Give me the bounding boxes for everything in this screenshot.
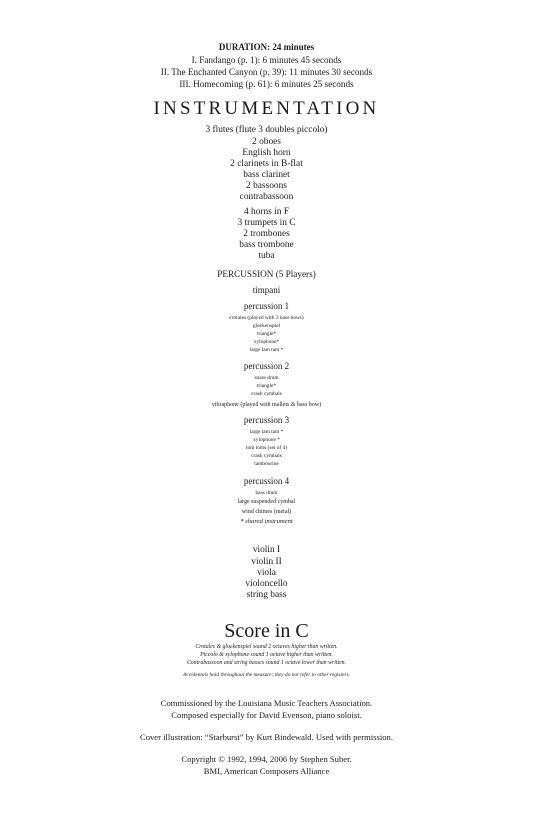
transposition-note: Piccolo & xylophone sound 1 octave higher than written. [200,652,333,658]
shared-instrument-note: * shared instrument [240,518,293,525]
percussion-4-item: bass drum [255,490,278,496]
string-item: violoncello [245,579,288,589]
percussion-1-item: xylophone* [253,339,280,345]
percussion-4-item: wind chimes (metal) [241,509,292,515]
commission-line: Composed especially for David Evenson, piano soloist. [171,710,362,720]
brass-item: 3 trumpets in C [237,218,296,228]
accidentals-note: Accidentals hold throughout the measure; they do not refer to other registers. [183,672,350,678]
percussion-1-item: glockenspiel [252,323,281,329]
copyright-line: BMI, American Composers Alliance [203,766,330,776]
woodwind-item: 2 clarinets in B-flat [230,159,303,169]
percussion-3-item: xylophone * [253,437,280,443]
commission-line: Commissioned by the Louisiana Music Teachers Association. [160,698,373,708]
percussion-2-item: triangle* [256,383,277,389]
percussion-3-item: crash cymbals [251,453,282,459]
percussion-1-item: large tam tam * [249,347,284,353]
woodwind-item: contrabassoon [239,192,294,202]
movement-3: III. Homecoming (p. 61): 6 minutes 25 seconds [179,79,354,89]
percussion-2-item: vibraphone (played with mallets & bass bow) [211,402,322,408]
percussion-4-item: large suspended cymbal [237,499,296,505]
percussion-3-item: tom toms (set of 4) [245,445,288,451]
percussion-4-label: percussion 4 [243,476,290,486]
woodwind-item: English horn [242,148,291,158]
brass-item: 2 trombones [243,229,290,239]
duration-heading: DURATION: 24 minutes [218,42,315,52]
woodwind-item: 2 bassoons [246,181,287,191]
percussion-3-item: tambourine [254,461,279,467]
brass-item: tuba [258,251,275,261]
percussion-1-label: percussion 1 [243,301,290,311]
timpani-label: timpani [252,285,281,295]
movement-2: II. The Enchanted Canyon (p. 39): 11 minutes 30 seconds [160,67,373,77]
string-item: string bass [246,590,287,600]
string-item: violin I [252,545,281,555]
cover-credit: Cover illustration: “Starburst” by Kurt Bindewald. Used with permission. [139,732,393,742]
string-item: viola [257,568,276,578]
percussion-2-label: percussion 2 [243,361,290,371]
movement-1: I. Fandango (p. 1): 6 minutes 45 seconds [191,55,342,65]
instrumentation-title: INSTRUMENTATION [153,98,380,119]
transposition-note: Contrabassoon and string basses sound 1 octave lower than written. [186,660,347,666]
brass-item: 4 horns in F [243,207,290,217]
woodwind-item: 3 flutes (flute 3 doubles piccolo) [205,125,328,135]
copyright-line: Copyright © 1992, 1994, 2006 by Stephen Suber. [181,754,352,764]
percussion-1-item: triangle* [256,331,277,337]
woodwind-item: 2 oboes [252,137,281,147]
percussion-3-label: percussion 3 [243,415,290,425]
brass-item: bass trombone [239,240,294,250]
percussion-2-item: crash cymbals [251,391,282,397]
percussion-3-item: large tam tam * [249,429,284,435]
woodwind-item: bass clarinet [243,170,290,180]
percussion-heading: PERCUSSION (5 Players) [217,269,316,279]
string-item: violin II [251,557,282,567]
transposition-note: Crotales & glockenspiel sound 2 octaves higher than written. [195,644,338,650]
percussion-1-item: crotales (played with 2 bass bows) [229,315,304,321]
score-title: Score in C [224,620,309,642]
percussion-2-item: snare drum [254,375,279,381]
